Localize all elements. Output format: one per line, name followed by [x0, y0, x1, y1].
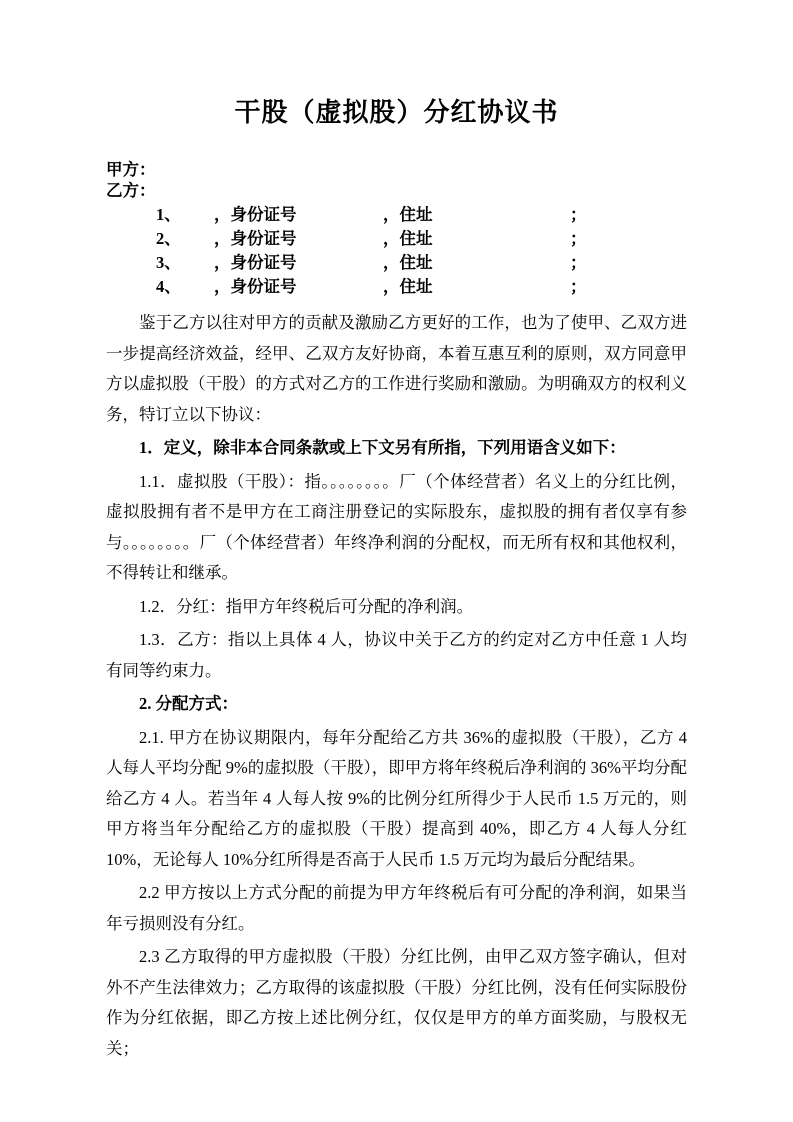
id-number-label: ，身份证号 [214, 229, 297, 248]
document-body [106, 308, 687, 1064]
id-number-label: ，身份证号 [214, 277, 297, 296]
row-terminator: ； [570, 253, 587, 272]
address-label: ，住址 [383, 229, 433, 248]
party-member-row [106, 203, 687, 227]
clause-1-3: 1.3．乙方：指以上具体 4 人，协议中关于乙方的约定对乙方中任意 1 人均有同等约束力。 [106, 630, 687, 680]
section-2-heading: 2. 分配方式： [139, 694, 238, 713]
party-row-number: 1、 [156, 205, 181, 224]
party-b-member-list [106, 203, 687, 299]
id-number-label: ，身份证号 [214, 205, 297, 224]
party-member-row [106, 227, 687, 251]
row-terminator: ； [570, 277, 587, 296]
party-member-row [106, 251, 687, 275]
party-row-number: 4、 [156, 277, 181, 296]
address-label: ，住址 [383, 277, 433, 296]
parties-block [106, 159, 687, 299]
clause-2-1: 2.1. 甲方在协议期限内，每年分配给乙方共 36%的虚拟股（干股），乙方 4 人每人平均分配 9%的虚拟股（干股），即甲方将年终税后净利润的 36%平均分配给乙方 4 人。若当年 4 人每人按 9%的比例分红所得少于人民币 1.5 万元的，则甲方将当年分配给乙方的虚拟股（干股）提高到 40%，即乙方 4 人每人分红 10%，无论每人 10%分红所得是否高于人民币 1.5 万元均为最后分配结果。 [106, 727, 687, 869]
row-terminator: ； [570, 229, 587, 248]
party-b-label: 乙方： [106, 181, 156, 200]
address-label: ，住址 [383, 253, 433, 272]
preamble-paragraph: 鉴于乙方以往对甲方的贡献及激励乙方更好的工作，也为了使甲、乙双方进一步提高经济效益，经甲、乙双方友好协商，本着互惠互利的原则，双方同意甲方以虚拟股（干股）的方式对乙方的工作进行奖励和激励。为明确双方的权利义务，特订立以下协议： [106, 313, 687, 424]
clause-1-1: 1.1．虚拟股（干股）：指。。。。。。。。厂（个体经营者）名义上的分红比例，虚拟股拥有者不是甲方在工商注册登记的实际股东，虚拟股的拥有者仅享有参与。。。。。。。。厂（个体经营者）年终净利润的分配权，而无所有权和其他权利，不得转让和继承。 [106, 471, 687, 582]
document-title: 干股（虚拟股）分红协议书 [234, 98, 559, 127]
party-row-number: 3、 [156, 253, 181, 272]
party-row-number: 2、 [156, 229, 181, 248]
party-member-row [106, 275, 687, 299]
clause-2-3: 2.3 乙方取得的甲方虚拟股（干股）分红比例，由甲乙双方签字确认，但对外不产生法律效力；乙方取得的该虚拟股（干股）分红比例，没有任何实际股份作为分红依据，即乙方按上述比例分红，仅仅是甲方的单方面奖励，与股权无关； [106, 947, 687, 1058]
clause-1-2: 1.2．分红：指甲方年终税后可分配的净利润。 [139, 596, 474, 616]
address-label: ，住址 [383, 205, 433, 224]
id-number-label: ，身份证号 [214, 253, 297, 272]
clause-2-2: 2.2 甲方按以上方式分配的前提为甲方年终税后有可分配的净利润，如果当年亏损则没有分红。 [106, 883, 687, 933]
row-terminator: ； [570, 205, 587, 224]
party-a-label: 甲方： [106, 160, 156, 179]
section-1-heading: 1．定义，除非本合同条款或上下文另有所指，下列用语含义如下： [139, 438, 626, 457]
